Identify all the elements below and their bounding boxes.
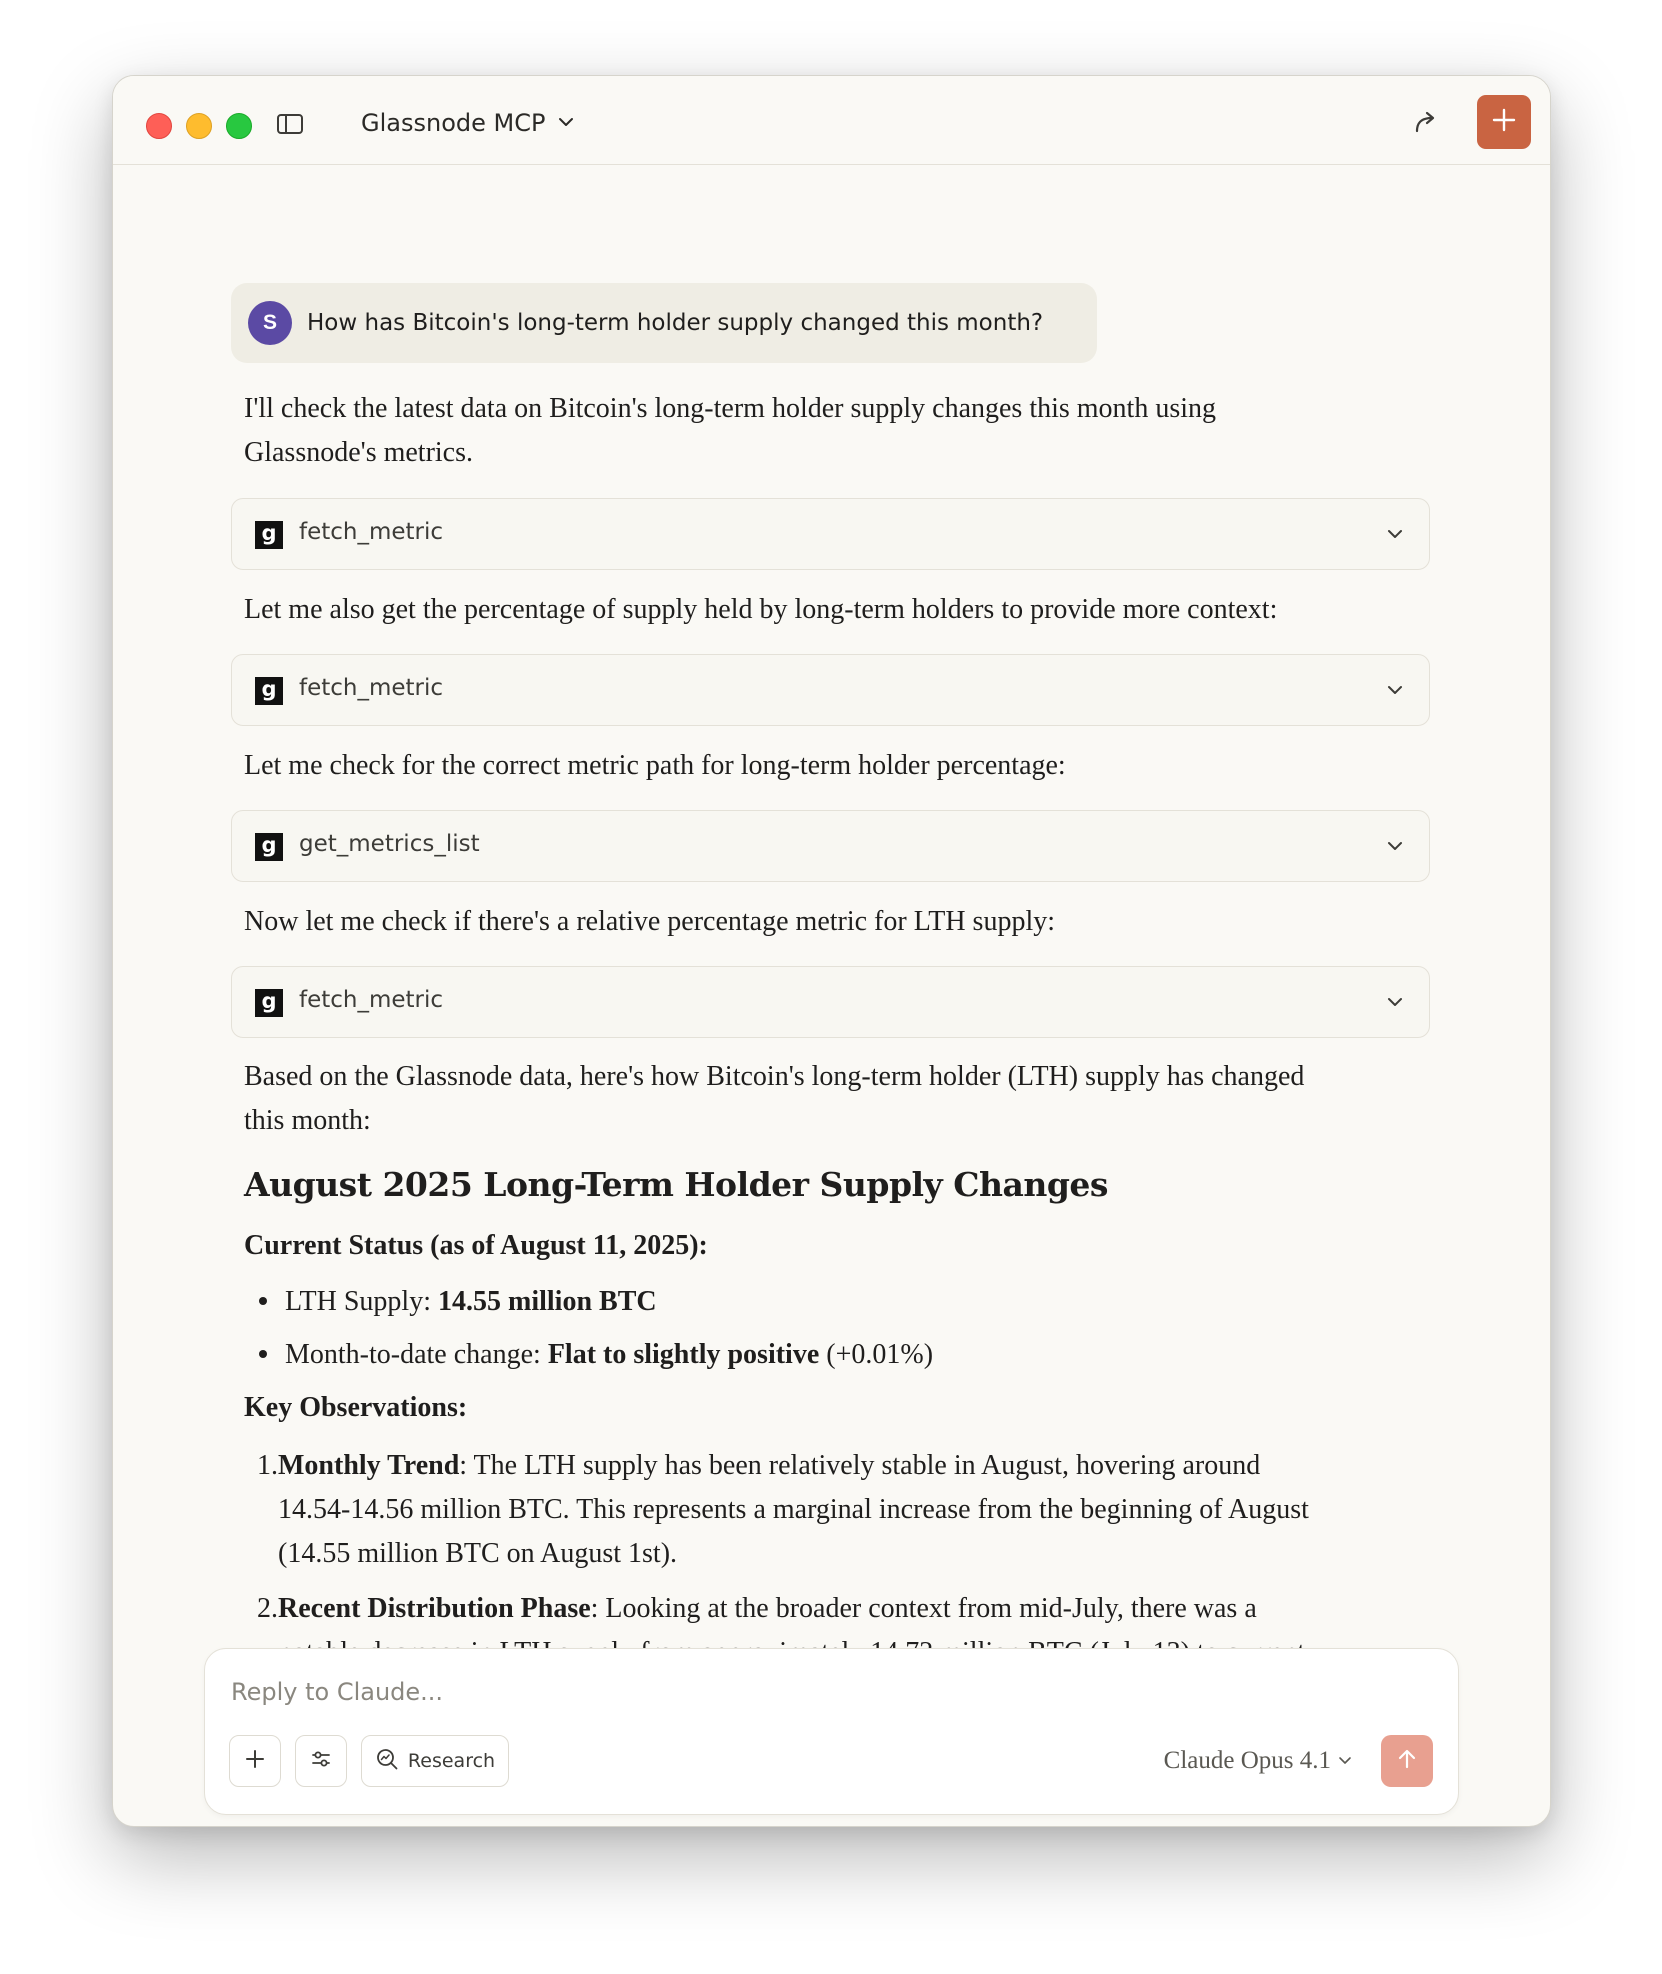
list-number: 2. [257,1593,278,1624]
plus-icon [244,1748,266,1774]
user-message [231,283,1097,363]
bullet-label: Month-to-date change: [285,1339,548,1370]
observation-text: (14.55 million BTC on August 1st). [278,1538,678,1569]
tool-name: get_metrics_list [299,831,480,857]
bullet-label: LTH Supply: [285,1286,438,1317]
tool-call-fetch-metric[interactable] [231,498,1430,570]
assistant-summary-line: Based on the Glassnode data, here's how Bitcoin's long-term holder (LTH) supply has changed [244,1061,1305,1092]
model-selector[interactable] [1164,1747,1353,1775]
bullet-value: Flat to slightly positive [547,1339,820,1370]
app-window [112,75,1551,1827]
chevron-down-icon [1385,524,1405,544]
observation-title: Recent Distribution Phase [278,1593,591,1624]
arrow-up-icon [1395,1747,1419,1775]
tool-call-fetch-metric[interactable] [231,654,1430,726]
glassnode-logo-icon: g [255,989,283,1017]
assistant-summary-line: this month: [244,1105,371,1136]
tool-name: fetch_metric [299,519,444,545]
list-number: 1. [257,1450,278,1481]
minimize-window-button[interactable] [186,113,212,139]
reply-input[interactable] [229,1671,1133,1713]
tool-call-get-metrics-list[interactable] [231,810,1430,882]
assistant-summary [244,1055,1384,1143]
send-button[interactable] [1381,1735,1433,1787]
chevron-down-icon [1385,992,1405,1012]
new-chat-button[interactable] [1477,95,1531,149]
sliders-icon [310,1748,332,1774]
close-window-button[interactable] [146,113,172,139]
tool-call-fetch-metric[interactable] [231,966,1430,1038]
current-status-label: Current Status (as of August 11, 2025): [244,1230,708,1261]
share-icon[interactable] [1410,107,1442,139]
chevron-down-icon [1337,1747,1353,1775]
zoom-window-button[interactable] [226,113,252,139]
section-heading: August 2025 Long-Term Holder Supply Changes [244,1165,1109,1204]
bullet-dot [259,1350,267,1358]
tools-settings-button[interactable] [295,1735,347,1787]
project-selector[interactable] [361,106,575,140]
plus-icon [1491,107,1517,137]
observation-title: Monthly Trend [278,1450,460,1481]
research-label: Research [407,1750,496,1772]
assistant-intro-line: I'll check the latest data on Bitcoin's long-term holder supply changes this month using [244,393,1217,424]
avatar: S [248,301,292,345]
list-item [259,1333,933,1377]
conversation-area[interactable] [113,165,1550,1725]
add-attachment-button[interactable] [229,1735,281,1787]
observation-text: : The LTH supply has been relatively stable in August, hovering around [459,1450,1261,1481]
glassnode-logo-icon: g [255,677,283,705]
observation-text: : Looking at the broader context from mid-July, there was a [590,1593,1257,1624]
research-button[interactable] [361,1735,509,1787]
bullet-value: 14.55 million BTC [438,1286,657,1317]
user-message-text: How has Bitcoin's long-term holder supply changed this month? [307,310,1044,336]
reply-composer [204,1648,1459,1815]
assistant-step-text: Let me also get the percentage of supply held by long-term holders to provide more context: [244,594,1278,625]
chevron-down-icon [1385,836,1405,856]
assistant-step-text: Let me check for the correct metric path for long-term holder percentage: [244,750,1066,781]
project-title: Glassnode MCP [361,109,546,137]
research-icon [375,1747,399,1775]
glassnode-logo-icon: g [255,521,283,549]
list-item [244,1444,1394,1576]
chevron-down-icon [557,109,575,137]
observation-text: 14.54-14.56 million BTC. This represents a marginal increase from the beginning of August [278,1494,1309,1525]
assistant-step-text: Now let me check if there's a relative percentage metric for LTH supply: [244,906,1056,937]
list-item [259,1280,657,1324]
title-bar [113,76,1550,165]
chevron-down-icon [1385,680,1405,700]
model-label: Claude Opus 4.1 [1163,1747,1331,1774]
assistant-intro-line: Glassnode's metrics. [244,437,474,468]
bullet-rest: (+0.01%) [819,1339,934,1370]
assistant-intro [244,387,1384,475]
key-observations-label: Key Observations: [244,1392,468,1423]
tool-name: fetch_metric [299,987,444,1013]
tool-name: fetch_metric [299,675,444,701]
sidebar-icon[interactable] [276,112,304,136]
glassnode-logo-icon: g [255,833,283,861]
bullet-dot [259,1297,267,1305]
